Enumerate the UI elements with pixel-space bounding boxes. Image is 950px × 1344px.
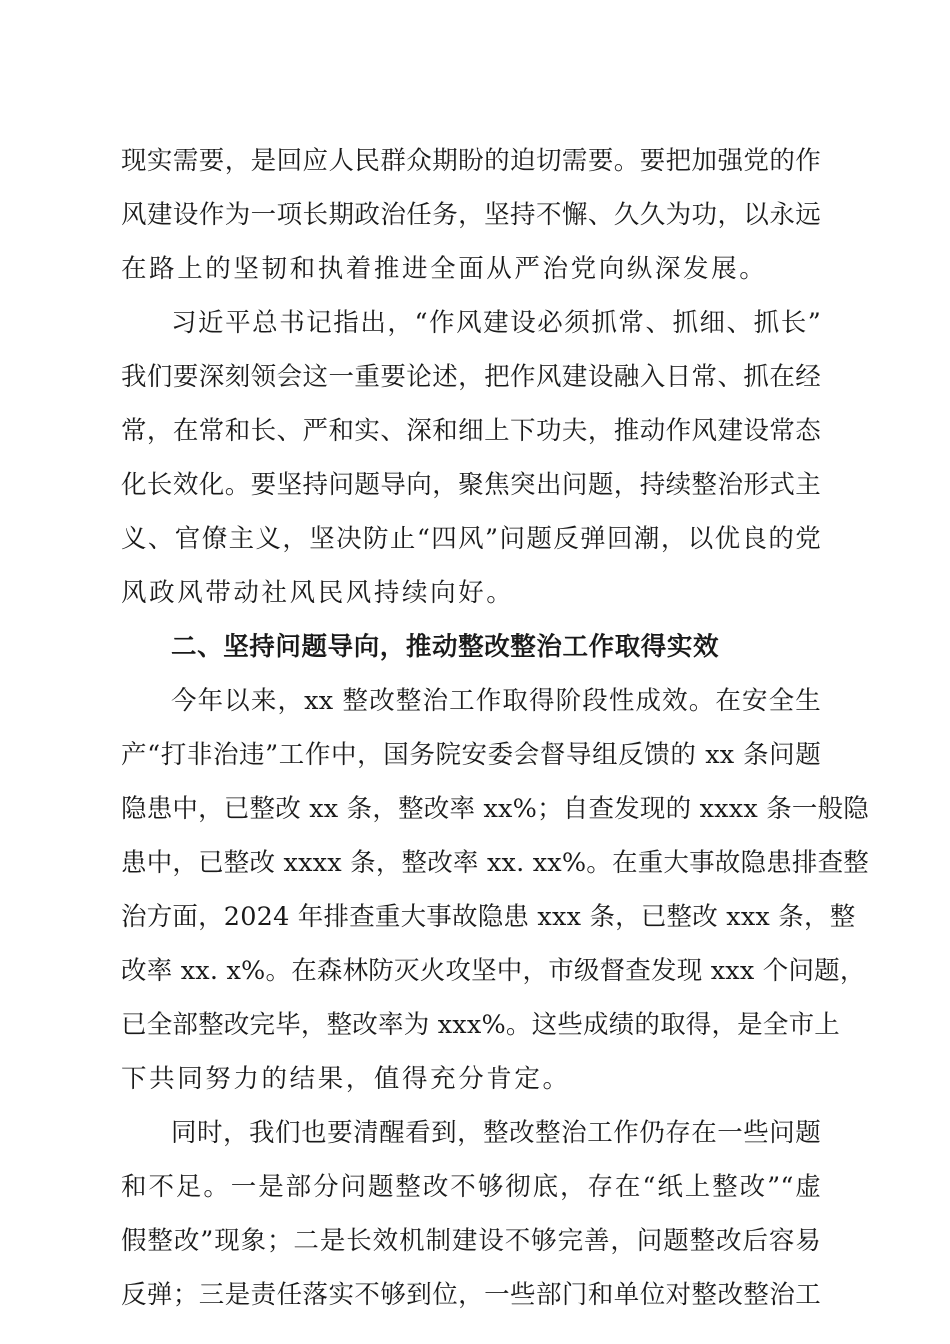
paragraph-2-line-1: 习近平总书记指出，“作风建设必须抓常、抓细、抓长”	[171, 308, 821, 338]
paragraph-2-line-2: 我们要深刻领会这一重要论述，把作风建设融入日常、抓在经	[121, 362, 821, 392]
paragraph-3-line-1: 今年以来，xx 整改整治工作取得阶段性成效。在安全生	[171, 686, 821, 716]
paragraph-3-line-7: 已全部整改完毕，整改率为 xxx%。这些成绩的取得，是全市上	[121, 1010, 840, 1040]
paragraph-3-line-6: 改率 xx. x%。在森林防灭火攻坚中，市级督查发现 xxx 个问题，	[121, 956, 866, 986]
paragraph-4-line-4: 反弹；三是责任落实不够到位，一些部门和单位对整改整治工	[121, 1280, 821, 1310]
section-heading: 二、坚持问题导向，推动整改整治工作取得实效	[171, 632, 720, 662]
paragraph-2-line-6: 风政风带动社风民风持续向好。	[121, 578, 515, 608]
paragraph-3-line-4: 患中，已整改 xxxx 条，整改率 xx. xx%。在重大事故隐患排查整	[121, 848, 870, 878]
paragraph-1-line-2: 风建设作为一项长期政治任务，坚持不懈、久久为功，以永远	[121, 200, 821, 230]
paragraph-3-line-3: 隐患中，已整改 xx 条，整改率 xx%；自查发现的 xxxx 条一般隐	[121, 794, 870, 824]
paragraph-1-line-3: 在路上的坚韧和执着推进全面从严治党向纵深发展。	[121, 254, 768, 284]
paragraph-4-line-2: 和不足。一是部分问题整改不够彻底，存在“纸上整改”“虚	[121, 1172, 821, 1202]
paragraph-4-line-3: 假整改”现象；二是长效机制建设不够完善，问题整改后容易	[121, 1226, 821, 1256]
paragraph-3-line-2: 产“打非治违”工作中，国务院安委会督导组反馈的 xx 条问题	[121, 740, 821, 770]
paragraph-2-line-5: 义、官僚主义，坚决防止“四风”问题反弹回潮，以优良的党	[121, 524, 821, 554]
paragraph-2-line-3: 常，在常和长、严和实、深和细上下功夫，推动作风建设常态	[121, 416, 821, 446]
paragraph-4-line-1: 同时，我们也要清醒看到，整改整治工作仍存在一些问题	[171, 1118, 821, 1148]
paragraph-2-line-4: 化长效化。要坚持问题导向，聚焦突出问题，持续整治形式主	[121, 470, 821, 500]
paragraph-3-line-5: 治方面，2024 年排查重大事故隐患 xxx 条，已整改 xxx 条，整	[121, 902, 856, 932]
paragraph-3-line-8: 下共同努力的结果，值得充分肯定。	[121, 1064, 571, 1094]
paragraph-1-line-1: 现实需要，是回应人民群众期盼的迫切需要。要把加强党的作	[121, 146, 821, 176]
